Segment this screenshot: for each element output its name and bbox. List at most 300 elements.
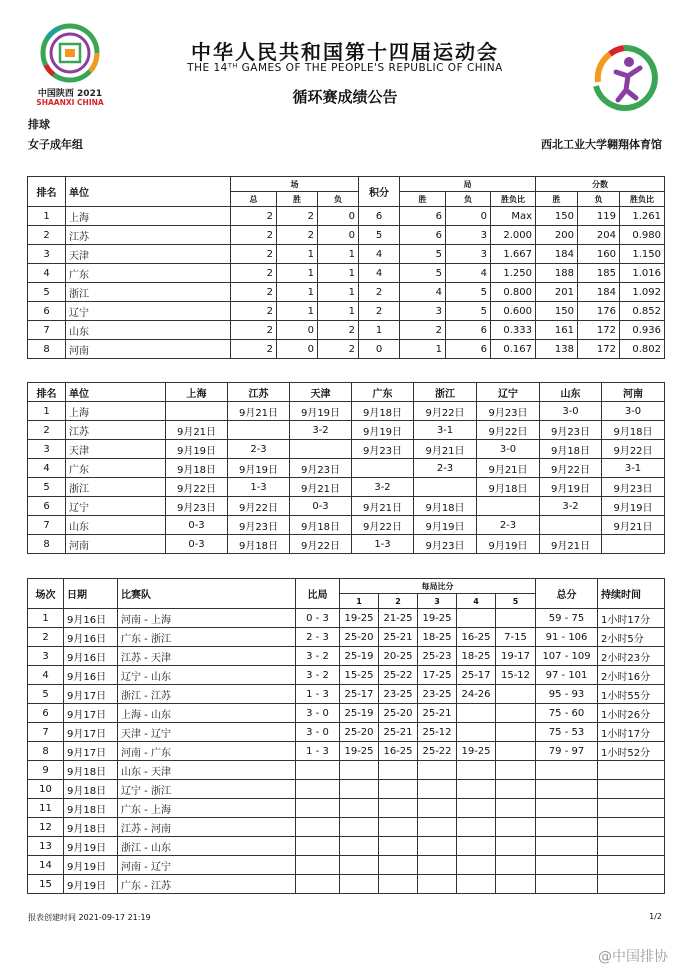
standings-cell-rank: 5 xyxy=(28,283,66,302)
standings-cell-total: 2 xyxy=(231,283,277,302)
header-set-loss: 负 xyxy=(446,192,491,207)
matrix-cell xyxy=(602,535,665,554)
match-date: 9月18日 xyxy=(64,761,118,780)
standings-cell-total: 2 xyxy=(231,302,277,321)
standings-cell-points: 6 xyxy=(359,207,400,226)
match-date: 9月19日 xyxy=(64,837,118,856)
match-date: 9月19日 xyxy=(64,856,118,875)
standings-cell-swin: 3 xyxy=(400,302,446,321)
standings-cell-pratio: 0.802 xyxy=(620,340,665,359)
standings-row xyxy=(28,321,665,340)
matrix-header-label: 单位 xyxy=(66,383,166,402)
match-set-score: 25-19 xyxy=(340,704,379,723)
match-result xyxy=(296,875,340,894)
standings-cell-pwin: 200 xyxy=(536,226,578,245)
standings-cell-win: 2 xyxy=(277,207,318,226)
match-set-score: 25-21 xyxy=(379,628,418,647)
match-result: 3 - 0 xyxy=(296,723,340,742)
standings-cell-swin: 1 xyxy=(400,340,446,359)
matrix-cell: 9月21日 xyxy=(540,535,602,554)
standings-cell-sloss: 5 xyxy=(446,283,491,302)
match-set-score xyxy=(340,818,379,837)
logo-caption-top: 中国陕西 2021 xyxy=(37,89,103,99)
match-set-score: 25-20 xyxy=(340,628,379,647)
match-no: 9 xyxy=(28,761,64,780)
matrix-rank: 5 xyxy=(28,478,66,497)
matrix-cell: 9月23日 xyxy=(352,440,414,459)
match-set-score xyxy=(457,609,496,628)
match-set-score xyxy=(418,799,457,818)
header-total-score: 总分 xyxy=(536,579,598,609)
standings-row xyxy=(28,302,665,321)
match-teams: 江苏 - 河南 xyxy=(118,818,296,837)
standings-cell-rank: 2 xyxy=(28,226,66,245)
match-teams: 上海 - 山东 xyxy=(118,704,296,723)
match-set-score xyxy=(418,780,457,799)
match-row xyxy=(28,818,665,837)
match-set-score xyxy=(340,799,379,818)
match-result: 2 - 3 xyxy=(296,628,340,647)
matrix-cell: 9月18日 xyxy=(602,421,665,440)
match-set-score xyxy=(496,761,536,780)
matrix-row xyxy=(28,497,665,516)
match-set-score xyxy=(496,818,536,837)
match-set-score xyxy=(496,742,536,761)
header-result: 比局 xyxy=(296,579,340,609)
match-set-score xyxy=(496,685,536,704)
match-no: 8 xyxy=(28,742,64,761)
standings-cell-team: 辽宁 xyxy=(66,302,231,321)
match-set-score xyxy=(340,856,379,875)
match-row xyxy=(28,723,665,742)
match-total-score xyxy=(536,818,598,837)
standings-cell-ploss: 176 xyxy=(578,302,620,321)
standings-cell-pwin: 161 xyxy=(536,321,578,340)
match-row xyxy=(28,837,665,856)
matrix-cell: 9月22日 xyxy=(352,516,414,535)
matrix-cell xyxy=(477,497,540,516)
standings-cell-points: 4 xyxy=(359,264,400,283)
matrix-cell: 3-2 xyxy=(540,497,602,516)
match-teams: 山东 - 天津 xyxy=(118,761,296,780)
match-teams: 广东 - 上海 xyxy=(118,799,296,818)
standings-row xyxy=(28,207,665,226)
matrix-header-label: 排名 xyxy=(28,383,66,402)
standings-cell-sratio: 0.600 xyxy=(491,302,536,321)
standings-cell-total: 2 xyxy=(231,207,277,226)
matrix-team: 江苏 xyxy=(66,421,166,440)
matrix-cell: 9月23日 xyxy=(166,497,228,516)
header-team: 单位 xyxy=(66,177,231,207)
match-set-score: 25-19 xyxy=(340,647,379,666)
standings-cell-sloss: 5 xyxy=(446,302,491,321)
standings-cell-loss: 1 xyxy=(318,245,359,264)
match-set-score xyxy=(496,780,536,799)
matrix-row xyxy=(28,478,665,497)
standings-cell-team: 河南 xyxy=(66,340,231,359)
header-matches: 场 xyxy=(231,177,359,192)
match-set-score: 16-25 xyxy=(457,628,496,647)
standings-cell-pratio: 1.016 xyxy=(620,264,665,283)
matrix-cell: 9月21日 xyxy=(477,459,540,478)
standings-body xyxy=(28,207,665,359)
matrix-cell: 9月23日 xyxy=(414,535,477,554)
standings-cell-pratio: 1.092 xyxy=(620,283,665,302)
standings-row xyxy=(28,340,665,359)
matrix-cell xyxy=(228,421,290,440)
match-set-score: 25-17 xyxy=(340,685,379,704)
header-total: 总 xyxy=(231,192,277,207)
standings-cell-total: 2 xyxy=(231,340,277,359)
match-set-score xyxy=(457,761,496,780)
matrix-cell: 0-3 xyxy=(166,516,228,535)
match-set-score: 19-25 xyxy=(340,609,379,628)
match-date: 9月16日 xyxy=(64,628,118,647)
match-no: 1 xyxy=(28,609,64,628)
match-total-score: 79 - 97 xyxy=(536,742,598,761)
match-date: 9月16日 xyxy=(64,666,118,685)
standings-cell-team: 广东 xyxy=(66,264,231,283)
match-result xyxy=(296,799,340,818)
match-set-score xyxy=(496,856,536,875)
matrix-cell: 9月21日 xyxy=(602,516,665,535)
standings-row xyxy=(28,226,665,245)
standings-cell-pwin: 150 xyxy=(536,207,578,226)
matrix-header-team: 天津 xyxy=(290,383,352,402)
standings-cell-ploss: 119 xyxy=(578,207,620,226)
match-schedule-table xyxy=(27,578,665,894)
match-no: 2 xyxy=(28,628,64,647)
match-teams: 河南 - 上海 xyxy=(118,609,296,628)
matrix-cell xyxy=(540,516,602,535)
match-row xyxy=(28,875,665,894)
matrix-cell: 9月22日 xyxy=(414,402,477,421)
match-result xyxy=(296,837,340,856)
matrix-cell: 9月22日 xyxy=(602,440,665,459)
match-no: 10 xyxy=(28,780,64,799)
header-set-1: 1 xyxy=(340,594,379,609)
standings-cell-total: 2 xyxy=(231,245,277,264)
match-row xyxy=(28,628,665,647)
matrix-cell: 9月18日 xyxy=(477,478,540,497)
matrix-team: 河南 xyxy=(66,535,166,554)
match-result: 3 - 0 xyxy=(296,704,340,723)
standings-cell-win: 2 xyxy=(277,226,318,245)
match-teams: 辽宁 - 浙江 xyxy=(118,780,296,799)
match-set-score xyxy=(379,818,418,837)
standings-cell-swin: 5 xyxy=(400,264,446,283)
match-no: 6 xyxy=(28,704,64,723)
match-set-score xyxy=(379,799,418,818)
standings-cell-team: 天津 xyxy=(66,245,231,264)
match-set-score: 18-25 xyxy=(418,628,457,647)
matrix-row xyxy=(28,535,665,554)
standings-row xyxy=(28,264,665,283)
standings-cell-swin: 6 xyxy=(400,226,446,245)
match-total-score xyxy=(536,856,598,875)
standings-table xyxy=(27,176,665,359)
match-no: 15 xyxy=(28,875,64,894)
matrix-header-team: 山东 xyxy=(540,383,602,402)
standings-cell-pratio: 0.936 xyxy=(620,321,665,340)
standings-cell-points: 2 xyxy=(359,302,400,321)
match-set-score xyxy=(457,875,496,894)
match-duration: 1小时52分 xyxy=(598,742,665,761)
standings-cell-points: 1 xyxy=(359,321,400,340)
match-duration: 2小时16分 xyxy=(598,666,665,685)
match-set-score xyxy=(457,818,496,837)
matrix-cell: 9月23日 xyxy=(290,459,352,478)
standings-cell-rank: 7 xyxy=(28,321,66,340)
standings-cell-pwin: 150 xyxy=(536,302,578,321)
standings-cell-loss: 2 xyxy=(318,340,359,359)
matrix-team: 天津 xyxy=(66,440,166,459)
standings-cell-ploss: 172 xyxy=(578,321,620,340)
standings-cell-sratio: 0.800 xyxy=(491,283,536,302)
match-set-score xyxy=(418,761,457,780)
match-no: 14 xyxy=(28,856,64,875)
match-row xyxy=(28,647,665,666)
matrix-header-team: 河南 xyxy=(602,383,665,402)
logo-caption-bottom: SHAANXI CHINA xyxy=(36,98,104,107)
match-duration xyxy=(598,799,665,818)
match-duration: 2小时23分 xyxy=(598,647,665,666)
match-total-score: 59 - 75 xyxy=(536,609,598,628)
standings-cell-team: 山东 xyxy=(66,321,231,340)
match-duration xyxy=(598,780,665,799)
matrix-cell xyxy=(290,440,352,459)
standings-cell-rank: 4 xyxy=(28,264,66,283)
match-total-score xyxy=(536,837,598,856)
match-total-score: 107 - 109 xyxy=(536,647,598,666)
match-teams: 河南 - 广东 xyxy=(118,742,296,761)
matrix-cell: 3-1 xyxy=(414,421,477,440)
standings-cell-loss: 1 xyxy=(318,283,359,302)
standings-cell-pratio: 0.852 xyxy=(620,302,665,321)
match-no: 5 xyxy=(28,685,64,704)
match-duration xyxy=(598,875,665,894)
match-row xyxy=(28,799,665,818)
header-win: 胜 xyxy=(277,192,318,207)
standings-cell-points: 5 xyxy=(359,226,400,245)
standings-cell-loss: 1 xyxy=(318,302,359,321)
standings-cell-win: 1 xyxy=(277,264,318,283)
matrix-cell: 3-1 xyxy=(602,459,665,478)
match-set-score: 19-25 xyxy=(340,742,379,761)
match-date: 9月18日 xyxy=(64,799,118,818)
match-no: 12 xyxy=(28,818,64,837)
venue-label: 西北工业大学翱翔体育馆 xyxy=(541,138,662,151)
match-duration: 1小时17分 xyxy=(598,609,665,628)
match-set-score xyxy=(379,780,418,799)
standings-cell-pwin: 184 xyxy=(536,245,578,264)
standings-cell-loss: 2 xyxy=(318,321,359,340)
match-set-score xyxy=(496,609,536,628)
matrix-cell: 1-3 xyxy=(228,478,290,497)
standings-row xyxy=(28,245,665,264)
match-row xyxy=(28,742,665,761)
watermark: @中国排协 xyxy=(598,949,668,965)
matrix-rank: 3 xyxy=(28,440,66,459)
match-result xyxy=(296,761,340,780)
match-row xyxy=(28,761,665,780)
matrix-cell: 9月23日 xyxy=(602,478,665,497)
match-set-score xyxy=(496,837,536,856)
match-duration: 1小时55分 xyxy=(598,685,665,704)
standings-cell-pwin: 138 xyxy=(536,340,578,359)
match-total-score: 97 - 101 xyxy=(536,666,598,685)
match-set-score: 19-25 xyxy=(457,742,496,761)
standings-cell-sloss: 0 xyxy=(446,207,491,226)
match-set-score: 25-21 xyxy=(379,723,418,742)
match-teams: 广东 - 浙江 xyxy=(118,628,296,647)
match-date: 9月16日 xyxy=(64,647,118,666)
match-set-score xyxy=(496,799,536,818)
matrix-rank: 2 xyxy=(28,421,66,440)
match-set-score xyxy=(418,818,457,837)
match-set-score: 23-25 xyxy=(418,685,457,704)
match-duration: 1小时17分 xyxy=(598,723,665,742)
standings-cell-points: 0 xyxy=(359,340,400,359)
standings-cell-pratio: 1.261 xyxy=(620,207,665,226)
match-set-score xyxy=(379,761,418,780)
match-result xyxy=(296,856,340,875)
header-set-win: 胜 xyxy=(400,192,446,207)
header-date: 日期 xyxy=(64,579,118,609)
match-row xyxy=(28,685,665,704)
header-loss: 负 xyxy=(318,192,359,207)
standings-cell-team: 浙江 xyxy=(66,283,231,302)
standings-cell-ploss: 160 xyxy=(578,245,620,264)
standings-cell-win: 0 xyxy=(277,321,318,340)
match-set-score xyxy=(496,875,536,894)
match-date: 9月18日 xyxy=(64,818,118,837)
match-total-score: 91 - 106 xyxy=(536,628,598,647)
standings-cell-win: 1 xyxy=(277,283,318,302)
matrix-cell: 3-0 xyxy=(602,402,665,421)
header-set-2: 2 xyxy=(379,594,418,609)
head-to-head-header xyxy=(28,383,665,402)
matrix-cell xyxy=(166,402,228,421)
report-created-time: 报表创建时间 2021-09-17 21:19 xyxy=(28,913,151,922)
matrix-row xyxy=(28,421,665,440)
games-title-en: THE 14ᵀᴴ GAMES OF THE PEOPLE'S REPUBLIC OF CHINA xyxy=(187,62,503,74)
report-title: 循环赛成绩公告 xyxy=(292,88,398,106)
standings-cell-total: 2 xyxy=(231,226,277,245)
match-set-score xyxy=(457,704,496,723)
match-result: 3 - 2 xyxy=(296,666,340,685)
standings-cell-ploss: 185 xyxy=(578,264,620,283)
match-result: 3 - 2 xyxy=(296,647,340,666)
match-set-score xyxy=(340,837,379,856)
header-per-set: 每局比分 xyxy=(340,579,536,594)
standings-cell-pwin: 201 xyxy=(536,283,578,302)
match-set-score: 23-25 xyxy=(379,685,418,704)
standings-cell-points: 2 xyxy=(359,283,400,302)
matrix-cell: 9月22日 xyxy=(166,478,228,497)
standings-cell-pratio: 0.980 xyxy=(620,226,665,245)
standings-cell-rank: 3 xyxy=(28,245,66,264)
match-total-score: 75 - 60 xyxy=(536,704,598,723)
standings-cell-loss: 0 xyxy=(318,226,359,245)
matrix-cell: 9月21日 xyxy=(290,478,352,497)
matrix-header-team: 浙江 xyxy=(414,383,477,402)
standings-cell-sloss: 3 xyxy=(446,245,491,264)
match-set-score: 20-25 xyxy=(379,647,418,666)
match-no: 3 xyxy=(28,647,64,666)
match-set-score xyxy=(418,837,457,856)
standings-cell-total: 2 xyxy=(231,321,277,340)
standings-cell-sratio: 0.167 xyxy=(491,340,536,359)
header-set-ratio: 胜负比 xyxy=(491,192,536,207)
matrix-row xyxy=(28,459,665,478)
matrix-cell: 9月18日 xyxy=(540,440,602,459)
matrix-cell: 9月19日 xyxy=(228,459,290,478)
match-total-score: 95 - 93 xyxy=(536,685,598,704)
standings-cell-sratio: 1.667 xyxy=(491,245,536,264)
standings-cell-sratio: 2.000 xyxy=(491,226,536,245)
header-point-ratio: 胜负比 xyxy=(620,192,665,207)
standings-cell-pwin: 188 xyxy=(536,264,578,283)
match-set-score: 25-17 xyxy=(457,666,496,685)
header-sets: 局 xyxy=(400,177,536,192)
standings-cell-rank: 8 xyxy=(28,340,66,359)
match-set-score xyxy=(457,837,496,856)
matrix-rank: 6 xyxy=(28,497,66,516)
match-set-score: 25-21 xyxy=(418,704,457,723)
match-set-score: 15-12 xyxy=(496,666,536,685)
match-set-score xyxy=(379,837,418,856)
match-result: 1 - 3 xyxy=(296,685,340,704)
header-match-no: 场次 xyxy=(28,579,64,609)
match-no: 4 xyxy=(28,666,64,685)
match-teams: 广东 - 江苏 xyxy=(118,875,296,894)
standings-cell-win: 1 xyxy=(277,245,318,264)
standings-cell-sratio: 0.333 xyxy=(491,321,536,340)
matrix-row xyxy=(28,402,665,421)
matrix-cell xyxy=(352,459,414,478)
matrix-cell: 3-2 xyxy=(352,478,414,497)
match-set-score xyxy=(340,761,379,780)
head-to-head-body xyxy=(28,402,665,554)
matrix-cell: 9月19日 xyxy=(290,402,352,421)
match-teams: 辽宁 - 山东 xyxy=(118,666,296,685)
match-set-score xyxy=(340,875,379,894)
standings-cell-ploss: 204 xyxy=(578,226,620,245)
matrix-header-team: 上海 xyxy=(166,383,228,402)
header-points: 积分 xyxy=(359,177,400,207)
matrix-rank: 8 xyxy=(28,535,66,554)
matrix-cell: 9月18日 xyxy=(228,535,290,554)
standings-cell-ploss: 184 xyxy=(578,283,620,302)
match-set-score: 25-22 xyxy=(418,742,457,761)
match-duration xyxy=(598,761,665,780)
match-duration xyxy=(598,837,665,856)
matrix-cell: 9月23日 xyxy=(540,421,602,440)
match-set-score: 24-26 xyxy=(457,685,496,704)
match-total-score xyxy=(536,875,598,894)
match-result: 1 - 3 xyxy=(296,742,340,761)
match-set-score: 19-17 xyxy=(496,647,536,666)
match-set-score: 25-22 xyxy=(379,666,418,685)
match-result xyxy=(296,780,340,799)
matrix-cell: 2-3 xyxy=(414,459,477,478)
standings-cell-rank: 1 xyxy=(28,207,66,226)
page-number: 1/2 xyxy=(649,912,662,921)
match-set-score xyxy=(496,723,536,742)
match-set-score: 25-23 xyxy=(418,647,457,666)
matrix-cell: 9月22日 xyxy=(540,459,602,478)
